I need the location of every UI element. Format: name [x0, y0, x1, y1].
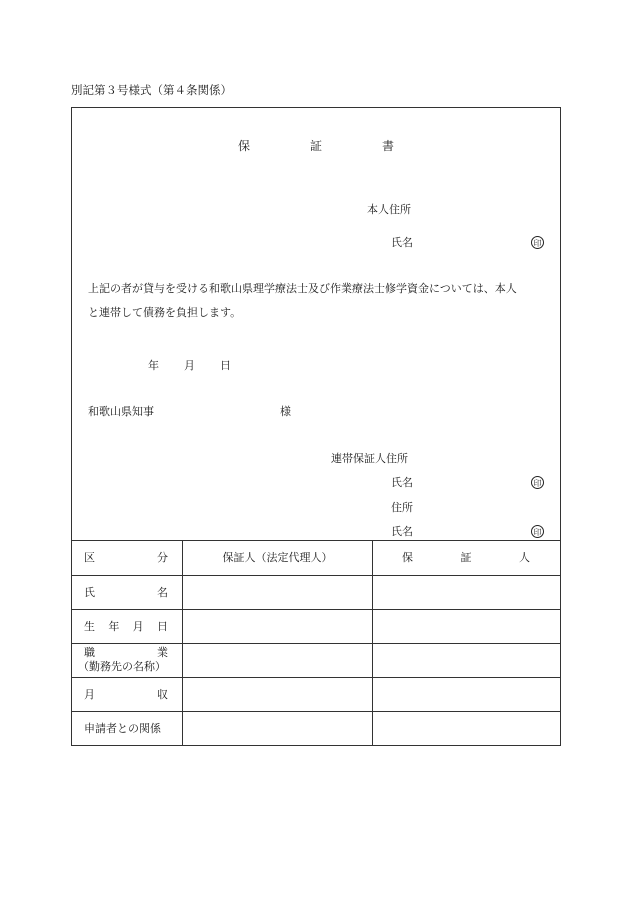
- cell-birthdate-guarantor[interactable]: [373, 610, 560, 643]
- row-label-birthdate-char-3: 月: [132, 620, 144, 633]
- guarantor-seal-2: 印: [531, 525, 544, 538]
- guarantor-seal-1: 印: [531, 476, 544, 489]
- row-label-name-char-1: 氏: [84, 586, 95, 599]
- cell-relationship-guarantor[interactable]: [373, 712, 560, 745]
- cell-occupation-guarantor[interactable]: [373, 644, 560, 677]
- table-header-category-char-2: 分: [157, 551, 168, 564]
- table-top-line: [71, 540, 561, 541]
- applicant-seal: 印: [531, 236, 544, 249]
- row-label-income: [84, 689, 168, 702]
- table-header-col2: [402, 552, 530, 563]
- date-month: 月: [184, 359, 195, 372]
- cell-income-legal-rep[interactable]: [183, 678, 372, 711]
- cell-income-guarantor[interactable]: [373, 678, 560, 711]
- date-year: 年: [148, 359, 159, 372]
- title-char-1: 保: [238, 139, 251, 153]
- row-label-birthdate: [84, 621, 168, 634]
- guarantor-name-label-1: 氏名: [391, 476, 413, 489]
- cell-name-legal-rep[interactable]: [183, 576, 372, 609]
- row-label-occupation-char-1: 職: [84, 646, 95, 659]
- table-header-col1: 保証人（法定代理人）: [222, 551, 333, 564]
- form-label: 別記第３号様式（第４条関係）: [71, 83, 232, 97]
- row-label-income-char-1: 月: [84, 688, 95, 701]
- guarantor-address-label-2: 住所: [391, 501, 413, 514]
- title-char-3: 書: [382, 139, 395, 153]
- cell-birthdate-legal-rep[interactable]: [183, 610, 372, 643]
- row-label-birthdate-char-1: 生: [84, 620, 95, 633]
- table-header-category: [84, 552, 168, 565]
- cell-relationship-legal-rep[interactable]: [183, 712, 372, 745]
- applicant-name-label: 氏名: [391, 236, 413, 249]
- row-label-income-char-2: 収: [157, 688, 168, 701]
- row-label-name-char-2: 名: [157, 586, 168, 599]
- guarantor-name-label-2: 氏名: [391, 525, 413, 538]
- row-label-birthdate-char-2: 年: [108, 620, 120, 633]
- body-text-line-1: 上記の者が貸与を受ける和歌山県理学療法士及び作業療法士修学資金については、本人: [88, 282, 517, 295]
- applicant-address-label: 本人住所: [367, 203, 411, 216]
- cell-occupation-legal-rep[interactable]: [183, 644, 372, 677]
- cell-name-guarantor[interactable]: [373, 576, 560, 609]
- table-header-col2-char-2: 証: [460, 551, 472, 564]
- row-label-occupation-char-2: 業: [157, 646, 168, 659]
- row-label-birthdate-char-4: 日: [156, 620, 168, 633]
- row-label-workplace: （勤務先の名称）: [78, 660, 166, 673]
- body-text-line-2: と連帯して債務を負担します。: [88, 306, 242, 319]
- table-header-col2-char-3: 人: [519, 551, 530, 564]
- row-label-occupation: [84, 647, 168, 660]
- row-label-relationship: 申請者との関係: [84, 722, 161, 735]
- row-label-name: [84, 587, 168, 600]
- addressee-honorific: 様: [280, 405, 291, 418]
- addressee-name: 和歌山県知事: [88, 405, 154, 418]
- date-day: 日: [220, 359, 231, 372]
- guarantor-address-label: 連帯保証人住所: [331, 452, 408, 465]
- table-header-col2-char-1: 保: [402, 551, 413, 564]
- table-header-category-char-1: 区: [84, 551, 95, 564]
- title-char-2: 証: [310, 139, 323, 153]
